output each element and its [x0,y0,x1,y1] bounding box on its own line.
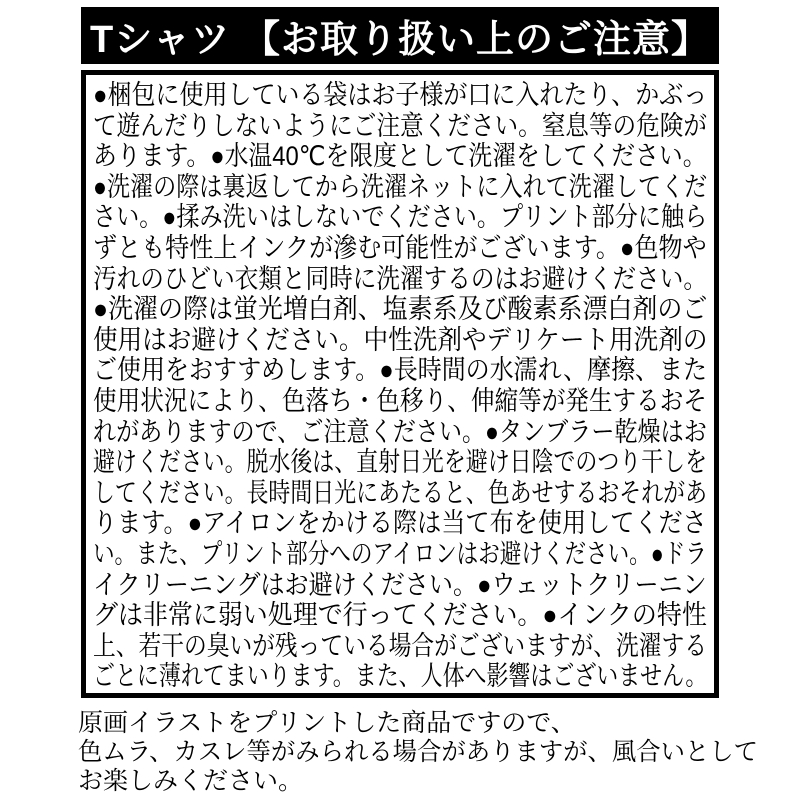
text-line-content: ります。●アイロンをかける際は当て布を使用してくださ [93,508,707,539]
text-line [93,355,707,386]
text-line-content: ●梱包に使用している袋はお子様が口に入れたり、かぶっ [93,80,708,110]
text-line-content: て遊んだりしないようにご注意ください。窒息等の危険が [93,110,707,141]
text-line [93,233,707,264]
text-line [93,631,707,662]
text-line [78,709,758,738]
text-line [93,478,707,509]
text-line [93,172,707,203]
text-line [93,508,707,539]
text-line-content: 避けください。脱水後は、直射日光を避け日陰でのつり干しを [93,447,707,478]
text-line [93,570,707,601]
text-line [93,264,707,295]
care-instructions-lines [93,80,707,692]
text-line [93,447,707,478]
text-line [93,80,707,111]
text-line-content: ご使用をおすすめします。●長時間の水濡れ、摩擦、また [93,355,708,386]
text-line [93,141,707,172]
notice-title-bar [81,7,719,64]
text-line [93,417,707,448]
footer-note [78,709,758,796]
text-line-content: 使用はお避けください。中性洗剤やデリケート用洗剤の [93,324,708,355]
text-line-content: 原画イラストをプリントした商品ですので、 [78,709,576,737]
text-line-content: ずとも特性上インクが滲む可能性がございます。●色物や [93,232,707,263]
text-line [93,294,707,325]
text-line [93,111,707,142]
text-line [93,386,707,417]
text-line [78,738,758,767]
text-line [93,600,707,631]
notice-title: Tシャツ 【お取り扱い上のご注意】 [89,19,710,61]
text-line-content: ごとに薄れてまいります。また、人体へ影響はございません。 [93,661,708,692]
text-line-content: あります。●水温40℃を限度として洗濯をしてください。 [93,141,707,172]
text-line [93,661,707,692]
text-line-content: グは非常に弱い処理で行ってください。●インクの特性 [93,600,707,631]
footer-note-lines [78,709,758,796]
text-line-content: イクリーニングはお避けください。●ウェットクリーニン [93,569,707,600]
text-line [78,767,758,796]
text-line-content: してください。長時間日光にあたると、色あせするおそれがあ [93,477,707,508]
text-line-content: ●洗濯の際は裏返してから洗濯ネットに入れて洗濯してくだ [93,171,708,202]
text-line-content: れがありますので、ご注意ください。●タンブラー乾燥はお [93,416,707,447]
text-line-content: 使用状況により、色落ち・色移り、伸縮等が発生するおそ [93,385,707,416]
text-line-content: い。また、プリント部分へのアイロンはお避けください。●ドラ [93,538,707,569]
text-line [93,202,707,233]
text-line-content: 上、若干の臭いが残っている場合がございますが、洗濯する [93,630,707,661]
text-line-content: ●洗濯の際は蛍光増白剤、塩素系及び酸素系漂白剤のご [93,294,708,325]
text-line-content: お楽しみください。 [78,767,304,795]
text-line [93,325,707,356]
text-line-content: さい。●揉み洗いはしないでください。プリント部分に触ら [93,202,708,233]
care-instructions-box [81,70,719,698]
text-line [93,539,707,570]
text-line-content: 汚れのひどい衣類と同時に洗濯するのはお避けください。 [93,263,707,294]
text-line-content: 色ムラ、カスレ等がみられる場合がありますが、風合いとして [78,738,759,766]
